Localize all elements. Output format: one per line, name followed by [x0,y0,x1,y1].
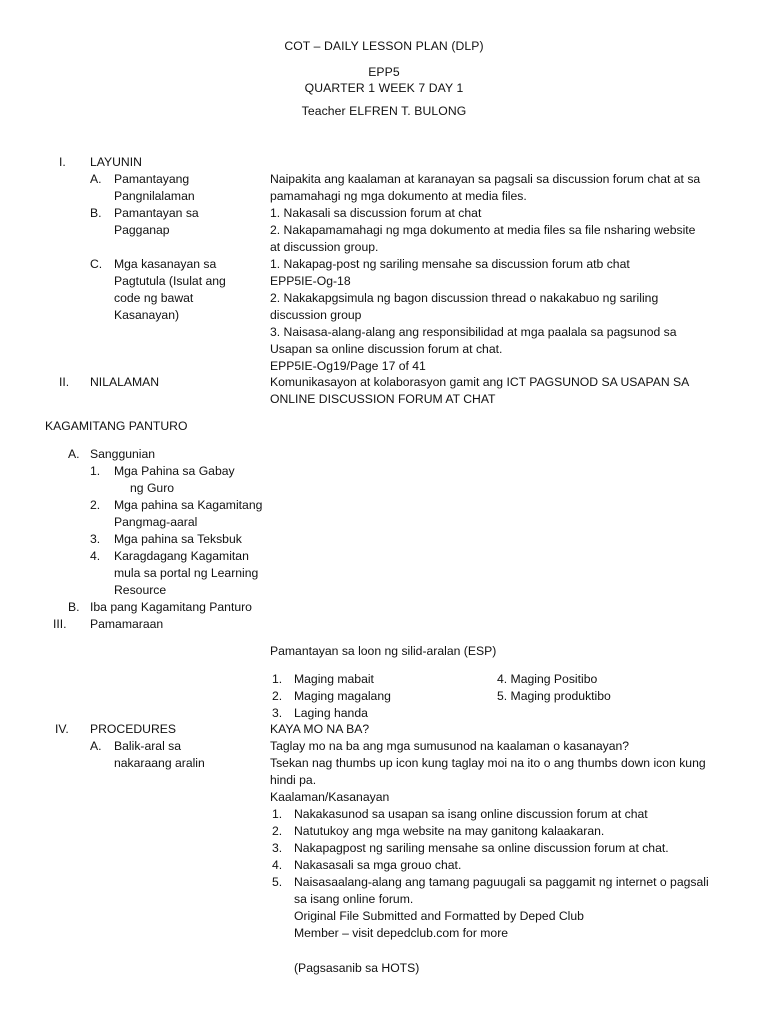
rule-1-text: Maging mabait [294,672,374,686]
proc-text-5: Kaalaman/Kasanayan [270,790,390,804]
obj-a-title-1: Pamantayang [114,172,190,186]
ref-1-number: 1. [90,464,101,478]
materials-b-title: Iba pang Kagamitang Panturo [90,600,252,614]
skill-1-text: Nakakasunod sa usapan sa isang online discussion forum at chat [294,807,648,821]
rule-5-text: 5. Maging produktibo [497,689,611,703]
skill-3-number: 3. [272,841,283,855]
content-text-2: ONLINE DISCUSSION FORUM AT CHAT [270,392,496,406]
obj-c-text-2: EPP5IE-Og-18 [270,274,351,288]
obj-c-text-3: 2. Nakakapgsimula ng bagon discussion thread o nakakabuo ng sariling [270,291,659,305]
rule-1-number: 1. [272,672,283,686]
section-2-title: NILALAMAN [90,375,160,389]
ref-3-number: 3. [90,532,101,546]
section-1-title: LAYUNIN [90,155,142,169]
obj-c-title-4: Kasanayan) [114,308,180,322]
obj-b-text-2: 2. Nakapamamahagi ng mga dokumento at media files sa file nsharing website [270,223,696,237]
obj-c-title-3: code ng bawat [114,291,194,305]
content-text-1: Komunikasayon at kolaborasyon gamit ang ICT PAGSUNOD SA USAPAN SA [270,375,690,389]
teacher-name: Teacher ELFREN T. BULONG [301,104,467,118]
rule-3-text: Laging handa [294,706,368,720]
ref-3-text-1: Mga pahina sa Teksbuk [114,532,242,546]
obj-a-label: A. [90,172,102,186]
obj-a-title-2: Pangnilalaman [114,189,195,203]
skill-2-number: 2. [272,824,283,838]
proc-a-label: A. [90,739,102,753]
quarter-week-day: QUARTER 1 WEEK 7 DAY 1 [304,81,464,95]
source-note-2: Member – visit depedclub.com for more [294,926,509,940]
obj-b-title-2: Pagganap [114,223,170,237]
obj-b-text-1: 1. Nakasali sa discussion forum at chat [270,206,482,220]
obj-c-text-4: discussion group [270,308,362,322]
section-3-number: III. [53,617,67,631]
ref-1-text-1: Mga Pahina sa Gabay [114,464,235,478]
proc-text-4: hindi pa. [270,773,317,787]
ref-2-text-1: Mga pahina sa Kagamitang [114,498,263,512]
skill-5-number: 5. [272,875,283,889]
rule-3-number: 3. [272,706,283,720]
ref-4-number: 4. [90,549,101,563]
rule-2-text: Maging magalang [294,689,391,703]
materials-a-title: Sanggunian [90,447,156,461]
skill-5-text-1: Naisasaalang-alang ang tamang paguugali sa paggamit ng internet o pagsali [294,875,709,889]
materials-b-label: B. [68,600,80,614]
skill-2-text: Natutukoy ang mga website na may ganitong kalaakaran. [294,824,605,838]
obj-c-title-2: Pagtutula (Isulat ang [114,274,226,288]
section-4-number: IV. [55,722,69,736]
skill-5-text-2: sa isang online forum. [294,892,414,906]
subject-code: EPP5 [368,65,400,79]
esp-title: Pamantayan sa loon ng silid-aralan (ESP) [270,644,497,658]
skill-4-text: Nakasasali sa mga grouo chat. [294,858,462,872]
rule-2-number: 2. [272,689,283,703]
obj-c-title-1: Mga kasanayan sa [114,257,217,271]
skill-3-text: Nakapagpost ng sariling mensahe sa online discussion forum at chat. [294,841,669,855]
obj-c-label: C. [90,257,103,271]
obj-c-text-5: 3. Naisasa-alang-alang ang responsibilidad at mga paalala sa pagsunod sa [270,325,677,339]
proc-text-1: KAYA MO NA BA? [270,722,370,736]
hots-note: (Pagsasanib sa HOTS) [294,961,420,975]
ref-4-text-3: Resource [114,583,167,597]
ref-4-text-1: Karagdagang Kagamitan [114,549,249,563]
section-4-title: PROCEDURES [90,722,177,736]
obj-a-text-2: pamamahagi ng mga dokumento at media files. [270,189,527,203]
source-note-1: Original File Submitted and Formatted by Deped Club [294,909,584,923]
skill-1-number: 1. [272,807,283,821]
doc-title: COT – DAILY LESSON PLAN (DLP) [284,39,484,53]
materials-a-label: A. [68,447,80,461]
section-1-number: I. [59,155,66,169]
materials-title: KAGAMITANG PANTURO [45,419,188,433]
obj-b-title-1: Pamantayan sa [114,206,199,220]
ref-1-text-2: ng Guro [130,481,175,495]
ref-2-number: 2. [90,498,101,512]
ref-4-text-2: mula sa portal ng Learning [114,566,259,580]
proc-text-3: Tsekan nag thumbs up icon kung taglay moi na ito o ang thumbs down icon kung [270,756,706,770]
obj-c-text-6: Usapan sa online discussion forum at chat. [270,342,503,356]
obj-b-label: B. [90,206,102,220]
proc-text-2: Taglay mo na ba ang mga sumusunod na kaalaman o kasanayan? [270,739,630,753]
section-3-title: Pamamaraan [90,617,164,631]
proc-a-title-2: nakaraang aralin [114,756,205,770]
ref-2-text-2: Pangmag-aaral [114,515,198,529]
obj-a-text-1: Naipakita ang kaalaman at karanayan sa pagsali sa discussion forum chat at sa [270,172,701,186]
obj-b-text-3: at discussion group. [270,240,379,254]
obj-c-text-1: 1. Nakapag-post ng sariling mensahe sa discussion forum atb chat [270,257,630,271]
obj-c-text-7: EPP5IE-Og19/Page 17 of 41 [270,359,426,373]
skill-4-number: 4. [272,858,283,872]
section-2-number: II. [59,375,70,389]
proc-a-title-1: Balik-aral sa [114,739,182,753]
rule-4-text: 4. Maging Positibo [497,672,598,686]
